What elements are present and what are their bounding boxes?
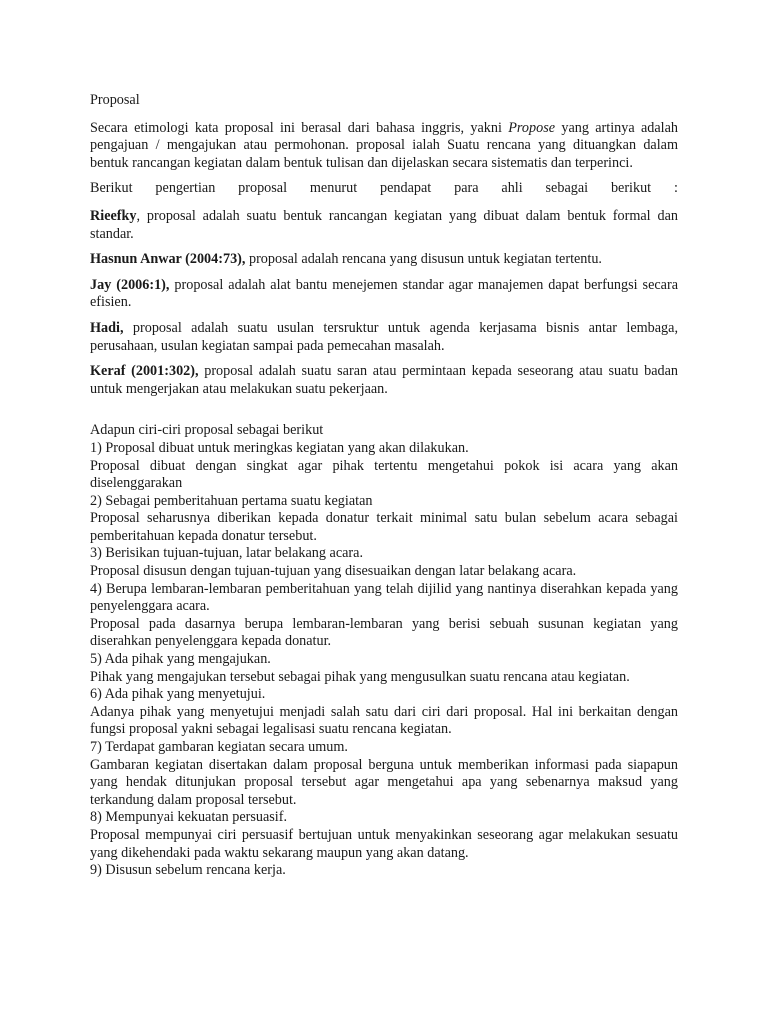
- definition-rieefky: [90, 208, 678, 243]
- definition-text: proposal adalah suatu usulan tersruktur untuk agenda kerjasama bisnis antar lembaga, perusahaan, usulan kegiatan sampai pada pemecahan masalah.: [90, 319, 678, 354]
- document-page: [90, 92, 678, 880]
- list-item: 6) Ada pihak yang menyetujui.: [90, 686, 266, 703]
- lead-word: proposal: [238, 180, 288, 197]
- lead-word: Berikut: [90, 180, 133, 197]
- list-item: Proposal mempunyai ciri persuasif bertujuan untuk menyakinkan seseorang agar melakukan sesuatu yang dikehendaki pada waktu sekarang maupun yang akan datang.: [90, 826, 678, 861]
- list-item: 8) Mempunyai kekuatan persuasif.: [90, 809, 287, 826]
- list-item: Adanya pihak yang menyetujui menjadi salah satu dari ciri dari proposal. Hal ini berkaitan dengan fungsi proposal yakni sebagai legalisasi suatu rencana kegiatan.: [90, 703, 678, 738]
- definition-author: Hadi,: [90, 319, 124, 336]
- document-title: Proposal: [90, 92, 140, 108]
- list-item: Proposal pada dasarnya berupa lembaran-lembaran yang berisi sebuah susunan kegiatan yang diserahkan penyelenggara kepada donatur.: [90, 615, 678, 650]
- lead-word: pengertian: [155, 180, 216, 197]
- definition-author: Hasnun Anwar (2004:73),: [90, 251, 246, 268]
- definition-author: Rieefky: [90, 207, 137, 224]
- list-item: 9) Disusun sebelum rencana kerja.: [90, 862, 286, 879]
- intro-paragraph: [90, 120, 678, 173]
- list-item: Proposal dibuat dengan singkat agar pihak tertentu mengetahui pokok isi acara yang akan diselenggarakan: [90, 457, 678, 492]
- intro-text-after: yang artinya adalah pengajuan / mengajukan atau permohonan. proposal ialah Suatu rencana yang dituangkan dalam bentuk rancangan kegiatan dalam bentuk tulisan dan dijelaskan secara sistematis dan terperinci.: [90, 119, 678, 171]
- list-item: 2) Sebagai pemberitahuan pertama suatu kegiatan: [90, 492, 373, 509]
- lead-word: menurut: [309, 180, 358, 197]
- definition-hasnun-anwar: [90, 251, 678, 269]
- list-item: Gambaran kegiatan disertakan dalam proposal berguna untuk memberikan informasi pada siapapun yang hendak ditunjukan proposal tersebut agar mengetahui apa yang sebenarnya maksud yang terkandung dalam proposal tersebut.: [90, 756, 678, 808]
- list-item: 5) Ada pihak yang mengajukan.: [90, 651, 271, 668]
- spacer: [90, 406, 678, 422]
- list-item: Pihak yang mengajukan tersebut sebagai pihak yang mengusulkan suatu rencana atau kegiatan.: [90, 668, 630, 685]
- lead-word: pendapat: [380, 180, 432, 197]
- intro-italic-term: Propose: [508, 119, 556, 136]
- list-heading: Adapun ciri-ciri proposal sebagai berikut: [90, 422, 324, 439]
- lead-word: ahli: [501, 180, 523, 197]
- definition-author: Jay (2006:1),: [90, 276, 170, 293]
- definition-author: Keraf (2001:302),: [90, 363, 199, 380]
- lead-word: berikut: [610, 180, 652, 197]
- characteristics-list: [90, 422, 678, 879]
- list-item: Proposal disusun dengan tujuan-tujuan yang disesuaikan dengan latar belakang acara.: [90, 563, 577, 580]
- definition-text: , proposal adalah suatu bentuk rancangan kegiatan yang dibuat dalam bentuk formal dan standar.: [90, 207, 678, 242]
- intro-text-before: Secara etimologi kata proposal ini berasal dari bahasa inggris, yakni: [90, 119, 509, 136]
- definition-keraf: [90, 363, 678, 398]
- definition-text: proposal adalah suatu saran atau permintaan kepada seseorang atau suatu badan untuk mengerjakan atau melakukan suatu pekerjaan.: [90, 363, 678, 397]
- lead-sentence: [90, 180, 678, 198]
- definition-hadi: [90, 320, 678, 355]
- lead-word: :: [673, 180, 678, 197]
- list-item: 3) Berisikan tujuan-tujuan, latar belakang acara.: [90, 545, 363, 562]
- definition-text: proposal adalah alat bantu menejemen standar agar manajemen dapat berfungsi secara efisien.: [90, 276, 678, 311]
- definition-text: proposal adalah rencana yang disusun untuk kegiatan tertentu.: [245, 251, 602, 268]
- lead-word: para: [454, 180, 479, 197]
- list-item: 7) Terdapat gambaran kegiatan secara umum.: [90, 739, 348, 755]
- list-item: 1) Proposal dibuat untuk meringkas kegiatan yang akan dilakukan.: [90, 439, 469, 456]
- lead-word: sebagai: [545, 180, 589, 197]
- list-item: 4) Berupa lembaran-lembaran pemberitahuan yang telah dijilid yang nantinya diserahkan kepada yang penyelenggara acara.: [90, 580, 678, 615]
- definition-jay: [90, 277, 678, 312]
- list-item: Proposal seharusnya diberikan kepada donatur terkait minimal satu bulan sebelum acara sebagai pemberitahuan kepada donatur tersebut.: [90, 510, 678, 544]
